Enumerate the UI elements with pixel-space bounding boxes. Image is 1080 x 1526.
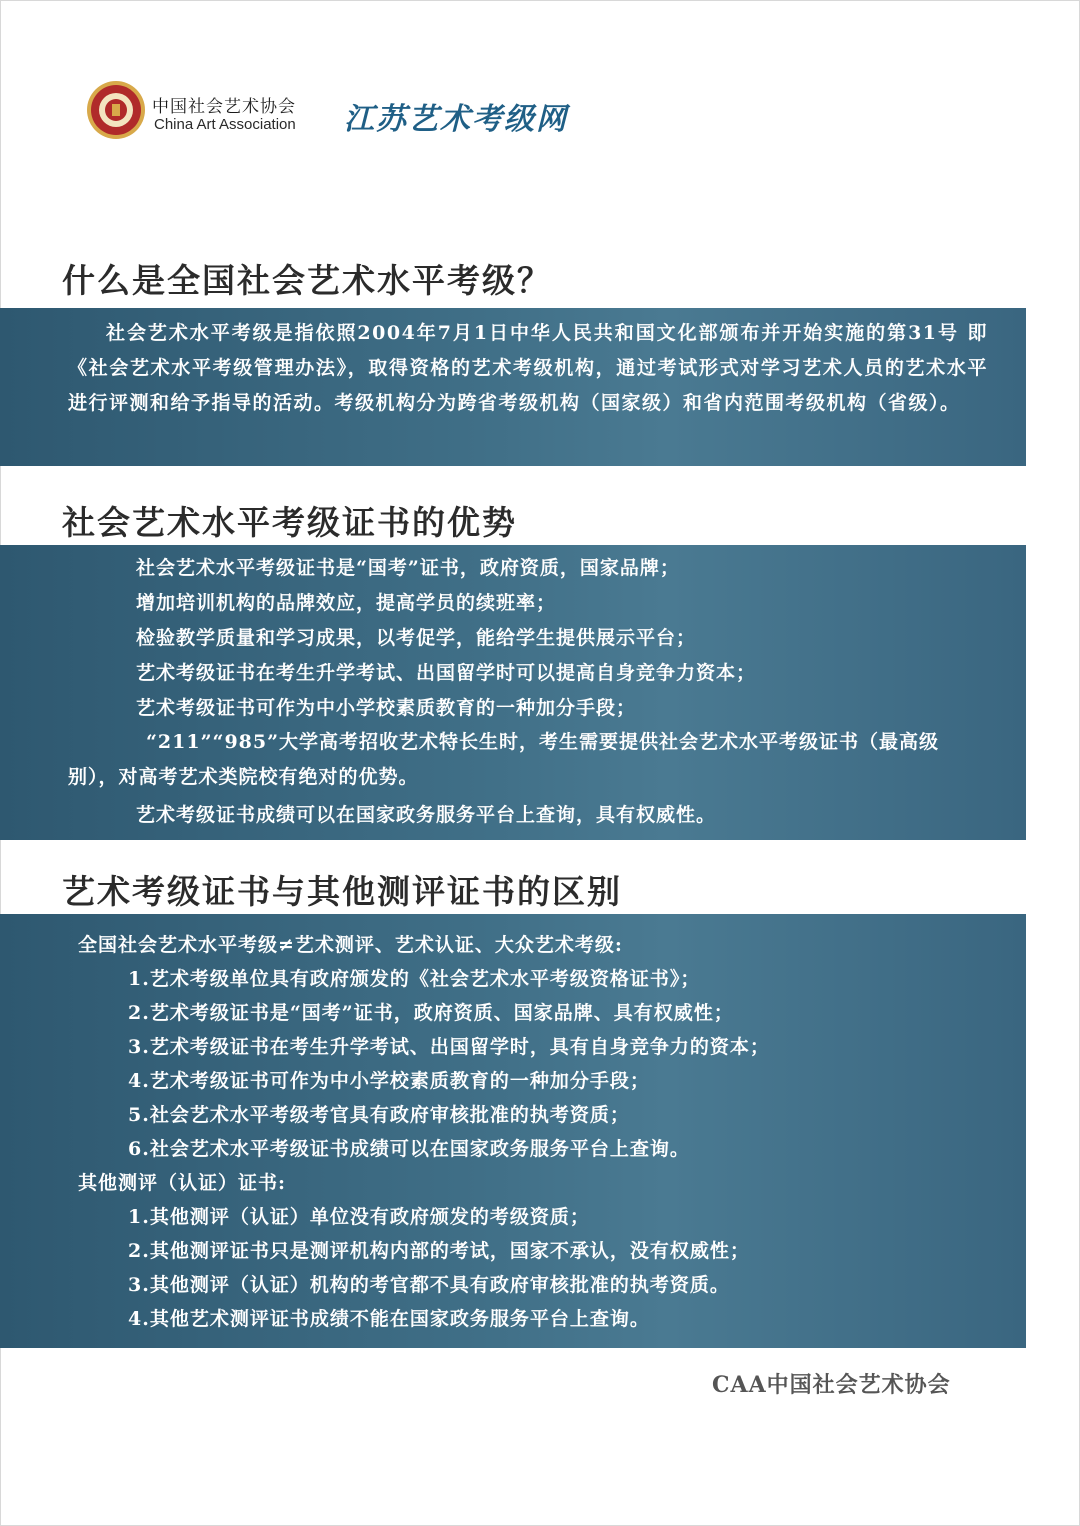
advantage-item: 艺术考级证书成绩可以在国家政务服务平台上查询，具有权威性。 (136, 804, 717, 826)
section1-heading: 什么是全国社会艺术水平考级？ (62, 261, 552, 300)
national-item: 6.社会艺术水平考级证书成绩可以在国家政务服务平台上查询。 (128, 1138, 690, 1160)
national-item: 1.艺术考级单位具有政府颁发的《社会艺术水平考级资格证书》； (128, 968, 701, 990)
national-item: 4.艺术考级证书可作为中小学校素质教育的一种加分手段； (128, 1070, 650, 1092)
national-item: 3.艺术考级证书在考生升学考试、出国留学时，具有自身竞争力的资本； (128, 1036, 770, 1058)
advantage-item: 检验教学质量和学习成果，以考促学，能给学生提供展示平台； (136, 627, 697, 649)
advantage-item: 艺术考级证书可作为中小学校素质教育的一种加分手段； (136, 697, 637, 719)
site-name: 江苏艺术考级网 (344, 102, 568, 137)
association-seal-icon (86, 80, 146, 140)
association-name-cn: 中国社会艺术协会 (152, 97, 296, 117)
advantage-item: 增加培训机构的品牌效应，提高学员的续班率； (136, 592, 557, 614)
other-item: 3.其他测评（认证）机构的考官都不具有政府审核批准的执考资质。 (128, 1274, 730, 1296)
advantage-item: 艺术考级证书在考生升学考试、出国留学时可以提高自身竞争力资本； (136, 662, 757, 684)
other-item: 2.其他测评证书只是测评机构内部的考试，国家不承认，没有权威性； (128, 1240, 750, 1262)
section2-panel (0, 545, 1026, 840)
association-name-en: China Art Association (154, 116, 296, 133)
advantage-item: “211”“985”大学高考招收艺术特长生时，考生需要提供社会艺术水平考级证书（最高级别），对高考艺术类院校有绝对的优势。 (68, 731, 940, 788)
advantage-item: 社会艺术水平考级证书是“国考”证书，政府资质，国家品牌； (136, 557, 680, 579)
other-item: 1.其他测评（认证）单位没有政府颁发的考级资质； (128, 1206, 590, 1228)
national-item: 5.社会艺术水平考级考官具有政府审核批准的执考资质； (128, 1104, 630, 1126)
section3-panel (0, 914, 1026, 1348)
other-item: 4.其他艺术测评证书成绩不能在国家政务服务平台上查询。 (128, 1308, 650, 1330)
other-title: 其他测评（认证）证书: (78, 1172, 287, 1194)
header (86, 80, 646, 144)
section2-heading: 社会艺术水平考级证书的优势 (62, 503, 517, 542)
national-item: 2.艺术考级证书是“国考”证书，政府资质、国家品牌、具有权威性； (128, 1002, 734, 1024)
footer-signature: CAA中国社会艺术协会 (712, 1372, 951, 1398)
national-title: 全国社会艺术水平考级≠艺术测评、艺术认证、大众艺术考级: (78, 934, 623, 956)
section3-heading: 艺术考级证书与其他测评证书的区别 (62, 872, 622, 911)
section1-paragraph: 社会艺术水平考级是指依照2004年7月1日中华人民共和国文化部颁布并开始实施的第31号 即《社会艺术水平考级管理办法》，取得资格的艺术考级机构，通过考试形式对学习艺术人员的艺术水平进行评测和给予指导的活动。考级机构分为跨省考级机构（国家级）和省内范围考级机构（省级）。 (68, 322, 988, 414)
section1-panel (0, 308, 1026, 466)
